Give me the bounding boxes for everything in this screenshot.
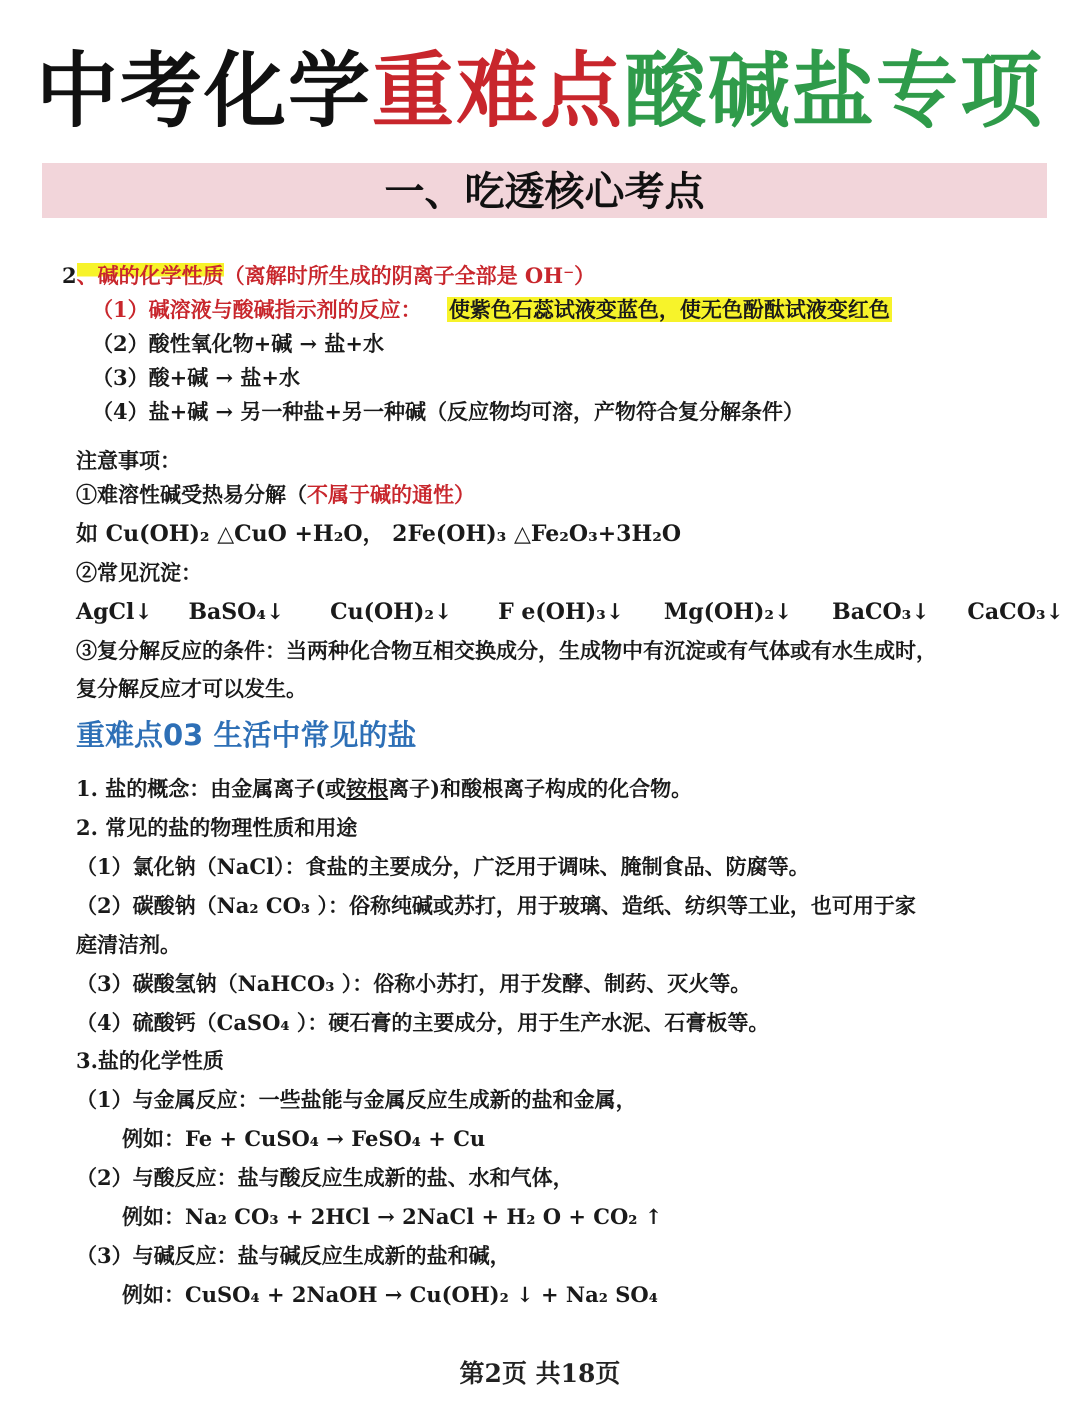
salt-physical-1: （1）氯化钠（NaCl）：食盐的主要成分，广泛用于调味、腌制食品、防腐等。 <box>76 854 810 879</box>
base-heading-note: （离解时所生成的阴离子全部是 OH⁻） <box>223 263 596 288</box>
note-3-line-1: ③复分解反应的条件：当两种化合物互相交换成分，生成物中有沉淀或有气体或有水生成时， <box>76 638 937 663</box>
page-number: 第2页 共18页 <box>459 1359 621 1388</box>
salt-physical-2-line-1: （2）碳酸钠（Na₂ CO₃ ）：俗称纯碱或苏打，用于玻璃、造纸、纺织等工业，也可用于家 <box>76 893 916 918</box>
salt-chemical-3-example: 例如：CuSO₄ + 2NaOH → Cu(OH)₂ ↓ + Na₂ SO₄ <box>122 1282 658 1307</box>
note-2-heading: ②常见沉淀： <box>76 560 202 585</box>
salt-physical-heading: 2. 常见的盐的物理性质和用途 <box>76 815 358 840</box>
salt-physical-3: （3）碳酸氢钠（NaHCO₃ ）：俗称小苏打，用于发酵、制药、灭火等。 <box>76 971 752 996</box>
section-banner <box>42 163 1047 218</box>
precipitate-item: Mg(OH)₂↓ <box>663 599 793 625</box>
base-item-2: （2）酸性氧化物+碱 → 盐+水 <box>92 331 385 356</box>
base-item-1-highlight: 使紫色石蕊试液变蓝色，使无色酚酞试液变红色 <box>448 297 890 322</box>
base-heading-number: 2 <box>62 263 77 288</box>
notes-heading: 注意事项： <box>76 448 181 473</box>
note-1-example: 如 Cu(OH)₂ △CuO +H₂O， 2Fe(OH)₃ △Fe₂O₃+3H₂O <box>76 521 682 547</box>
salt-concept <box>76 774 692 804</box>
salt-physical-4: （4）硫酸钙（CaSO₄ ）：硬石膏的主要成分，用于生产水泥、石膏板等。 <box>76 1010 770 1035</box>
salt-chemical-1-example: 例如：Fe + CuSO₄ → FeSO₄ + Cu <box>122 1126 486 1151</box>
precipitate-item: F e(OH)₃↓ <box>498 599 625 625</box>
note-1-label: ①难溶性碱受热易分解（ <box>76 482 307 507</box>
precipitate-item: AgCl↓ <box>76 599 153 625</box>
base-item-1-label: （1）碱溶液与酸碱指示剂的反应： <box>92 297 422 322</box>
salt-concept-pre: 1. 盐的概念：由金属离子(或 <box>76 776 347 801</box>
note-1 <box>76 480 475 510</box>
title-part-green: 酸碱盐专项 <box>624 44 1045 139</box>
precipitate-item: BaSO₄↓ <box>188 599 285 625</box>
salt-chemical-1: （1）与金属反应：一些盐能与金属反应生成新的盐和金属， <box>76 1087 637 1112</box>
precipitate-item: BaCO₃↓ <box>832 599 930 625</box>
base-heading-label: 、碱的化学性质 <box>76 263 224 288</box>
note-1-red: 不属于碱的通性） <box>307 482 475 507</box>
base-heading <box>62 261 595 291</box>
salt-chemical-heading: 3.盐的化学性质 <box>76 1048 224 1073</box>
precipitate-item: Cu(OH)₂↓ <box>330 599 453 625</box>
salt-chemical-2: （2）与酸反应：盐与酸反应生成新的盐、水和气体， <box>76 1165 574 1190</box>
base-item-4: （4）盐+碱 → 另一种盐+另一种碱（反应物均可溶，产物符合复分解条件） <box>92 399 805 424</box>
salt-physical-2-line-2: 庭清洁剂。 <box>76 932 181 957</box>
title-part-red: 重难点 <box>371 44 624 139</box>
salt-chemical-3: （3）与碱反应：盐与碱反应生成新的盐和碱， <box>76 1243 511 1268</box>
title-part-black: 中考化学 <box>35 44 372 139</box>
salt-concept-post: 离子)和酸根离子构成的化合物。 <box>388 776 693 801</box>
salt-concept-underlined: 铵根 <box>346 776 389 801</box>
note-3-line-2: 复分解反应才可以发生。 <box>76 676 307 701</box>
precipitate-list <box>76 596 1064 628</box>
page-title <box>0 42 1080 142</box>
section-title: 一、吃透核心考点 <box>384 169 705 215</box>
salt-section-heading: 重难点03 生活中常见的盐 <box>76 718 417 752</box>
precipitate-item: CaCO₃↓ <box>967 599 1064 625</box>
salt-chemical-2-example: 例如：Na₂ CO₃ + 2HCl → 2NaCl + H₂ O + CO₂ ↑ <box>122 1204 663 1229</box>
base-item-1 <box>92 295 892 325</box>
base-item-3: （3）酸+碱 → 盐+水 <box>92 365 301 390</box>
